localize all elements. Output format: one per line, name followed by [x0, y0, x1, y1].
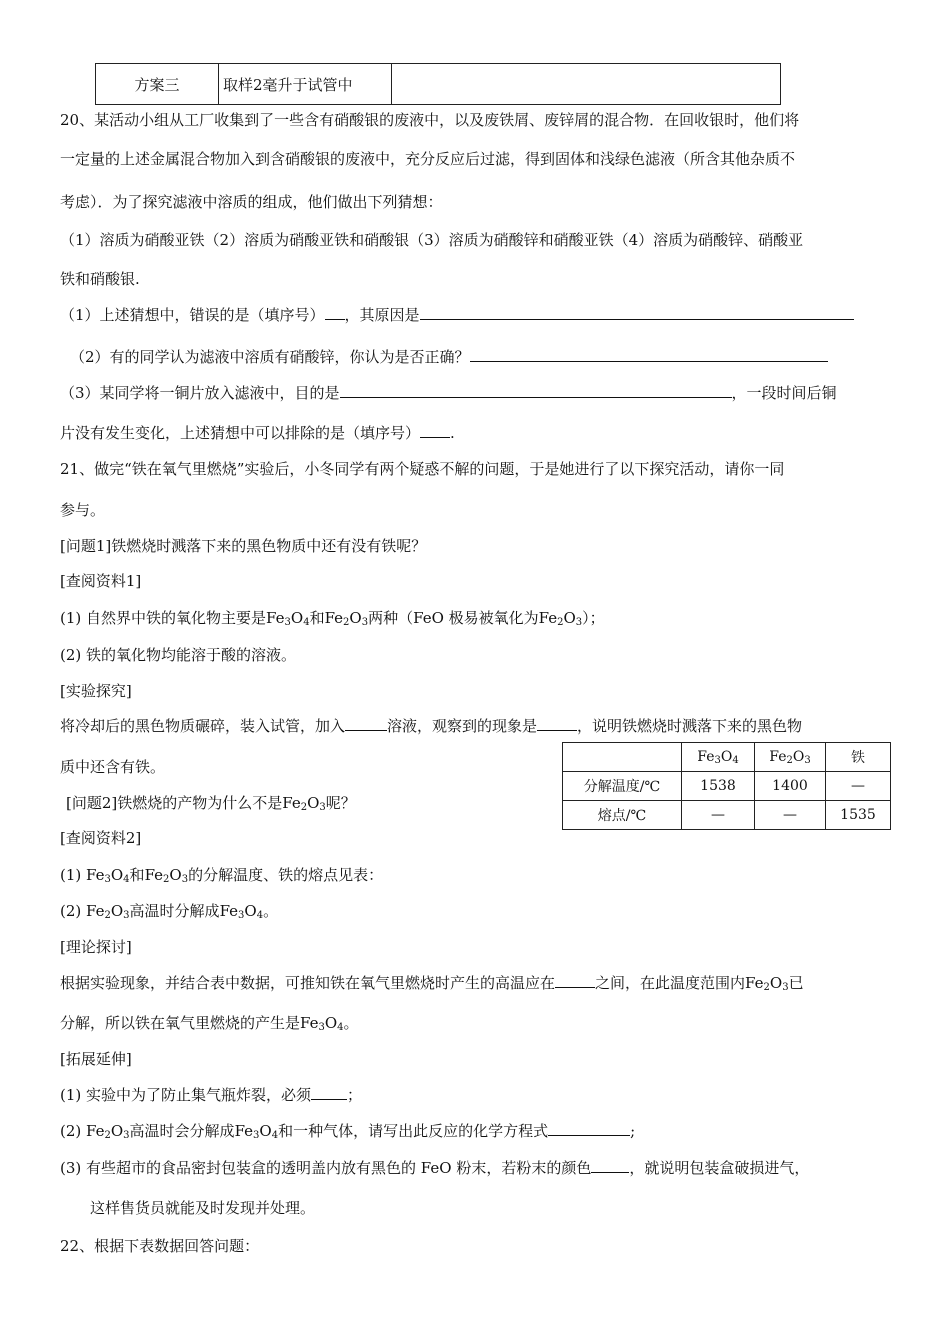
formula-fe2o3: $Fe_2O_3$	[538, 609, 583, 628]
formula-fe2o3: $Fe_2O_3$	[86, 1122, 130, 1141]
text: (2)	[60, 902, 87, 920]
text: 溶液，观察到的现象是	[387, 717, 538, 735]
table-cell: 1538	[682, 772, 755, 801]
answer-blank[interactable]	[548, 1121, 630, 1136]
text: (1) 实验中为了防止集气瓶炸裂，必须	[60, 1086, 312, 1104]
formula-fe3o4: $Fe_3O_4$	[266, 609, 310, 628]
table-cell: 分解温度/℃	[563, 772, 682, 801]
table-cell: 1535	[826, 801, 891, 830]
table-header-cell: $Fe_2O_3$	[755, 743, 826, 772]
oxide-data-table	[562, 742, 891, 830]
text: 呢？	[325, 794, 356, 812]
q20-sub2-text: （2）有的同学认为滤液中溶质有硝酸锌，你认为是否正确？	[70, 348, 470, 366]
answer-blank[interactable]	[325, 305, 345, 320]
formula-fe2o3: $Fe_2O_3$	[282, 794, 326, 813]
text: 之间，在此温度范围内	[595, 974, 746, 992]
answer-blank[interactable]	[340, 383, 732, 398]
table-header-cell: $Fe_3O_4$	[682, 743, 755, 772]
table-row	[563, 801, 891, 830]
text: (3) 有些超市的食品密封包装盒的透明盖内放有黑色的 FeO 粉末，若粉末的颜色	[60, 1159, 592, 1177]
formula-fe3o4: $Fe_3O_4$	[86, 866, 130, 885]
q21-extension: [拓展延伸]	[60, 1050, 132, 1068]
q20-sub1-text: ，其原因是	[344, 306, 420, 324]
table-row	[563, 772, 891, 801]
text: 。	[343, 1014, 359, 1032]
q22-line: 22、根据下表数据回答问题：	[60, 1237, 260, 1255]
text: 高温时会分解成	[129, 1122, 235, 1140]
q20-sub3-text: 片没有发生变化，上述猜想中可以排除的是（填序号）	[60, 424, 421, 442]
top-table	[95, 63, 781, 105]
answer-blank[interactable]	[555, 973, 595, 988]
q21-ref1-b: (2) 铁的氧化物均能溶于酸的溶液。	[60, 646, 297, 664]
q20-line: （1）溶质为硝酸亚铁（2）溶质为硝酸亚铁和硝酸银（3）溶质为硝酸锌和硝酸亚铁（4）溶质为硝酸锌、硝酸亚	[60, 231, 804, 249]
table-cell: —	[755, 801, 826, 830]
text: [问题2]铁燃烧的产物为什么不是	[66, 794, 283, 812]
answer-blank[interactable]	[420, 423, 450, 438]
text: 分解，所以铁在氧气里燃烧的产生是	[60, 1014, 301, 1032]
answer-blank[interactable]	[591, 1158, 629, 1173]
formula-fe3o4: $Fe_3O_4$	[219, 902, 264, 921]
formula-fe2o3: $Fe_2O_3$	[86, 902, 130, 921]
answer-blank[interactable]	[420, 305, 854, 320]
text: (1)	[60, 866, 87, 884]
q21-line: 参与。	[60, 501, 106, 519]
q20-sub3	[60, 383, 837, 403]
text: (1) 自然界中铁的氧化物主要是	[60, 609, 267, 627]
q21-ref1: [查阅资料1]	[60, 572, 142, 590]
table-cell: 1400	[755, 772, 826, 801]
q20-line: 考虑）．为了探究滤液中溶质的组成，他们做出下列猜想：	[60, 193, 443, 211]
q21-experiment: [实验探究]	[60, 682, 132, 700]
formula-fe2o3: $Fe_2O_3$	[144, 866, 189, 885]
q20-sub3-text: ，一段时间后铜	[731, 384, 837, 402]
top-table-cell: 方案三	[96, 64, 219, 105]
text: 的分解温度、铁的熔点见表：	[188, 866, 384, 884]
q21-theory-line	[60, 973, 804, 993]
table-cell: —	[682, 801, 755, 830]
text: 已	[788, 974, 804, 992]
text: 。	[263, 902, 279, 920]
q20-sub2	[70, 347, 828, 367]
text: 和	[309, 609, 325, 627]
q21-ref2-b	[60, 901, 278, 921]
q21-line: 21、做完“铁在氧气里燃烧”实验后，小冬同学有两个疑惑不解的问题，于是她进行了以下探究活动，请你一同	[60, 460, 785, 478]
text: 和一种气体，请写出此反应的化学方程式	[278, 1122, 549, 1140]
text: ；	[347, 1086, 363, 1104]
formula-fe2o3: $Fe_2O_3$	[324, 609, 369, 628]
q21-ext-3-cont: 这样售货员就能及时发现并处理。	[90, 1199, 316, 1217]
text: (2)	[60, 1122, 87, 1140]
q21-ext-1	[60, 1085, 362, 1105]
formula-fe3o4: $Fe_3O_4$	[234, 1122, 279, 1141]
answer-blank[interactable]	[311, 1085, 347, 1100]
table-cell: 熔点/℃	[563, 801, 682, 830]
q20-sub3-text: （3）某同学将一铜片放入滤液中，目的是	[60, 384, 340, 402]
q21-theory-line2	[60, 1013, 359, 1033]
q21-ext-3	[60, 1158, 809, 1178]
answer-blank[interactable]	[537, 716, 577, 731]
q20-line: 一定量的上述金属混合物加入到含硝酸银的废液中，充分反应后过滤，得到固体和浅绿色滤液（所含其他杂质不	[60, 150, 796, 168]
text: ;	[630, 1122, 636, 1140]
q20-sub1	[60, 305, 854, 325]
answer-blank[interactable]	[470, 347, 828, 362]
text: ）；	[582, 609, 605, 627]
top-table-cell: 取样2毫升于试管中	[219, 64, 392, 105]
q21-exp-line2: 质中还含有铁。	[60, 758, 166, 776]
table-header-cell: 铁	[826, 743, 891, 772]
text: 将冷却后的黑色物质碾碎，装入试管，加入	[60, 717, 346, 735]
q20-line: 铁和硝酸银.	[60, 270, 140, 288]
table-header-cell	[563, 743, 682, 772]
q21-exp-line	[60, 716, 802, 736]
q21-ext-2	[60, 1121, 635, 1141]
text: ，说明铁燃烧时溅落下来的黑色物	[577, 717, 803, 735]
q20-sub1-text: （1）上述猜想中，错误的是（填序号）	[60, 306, 325, 324]
q21-problem1: [问题1]铁燃烧时溅落下来的黑色物质中还有没有铁呢？	[60, 537, 427, 555]
text: 根据实验现象，并结合表中数据，可推知铁在氧气里燃烧时产生的高温应在	[60, 974, 556, 992]
q20-line: 20、某活动小组从工厂收集到了一些含有硝酸银的废液中，以及废铁屑、废锌屑的混合物．在回收银时，他们将	[60, 111, 800, 129]
answer-blank[interactable]	[345, 716, 387, 731]
q21-ref1-a	[60, 608, 605, 628]
text: 两种（FeO 极易被氧化为	[368, 609, 539, 627]
q20-sub3-text: .	[450, 424, 455, 442]
q21-problem2	[66, 793, 356, 813]
q21-ref2: [查阅资料2]	[60, 829, 142, 847]
table-cell: —	[826, 772, 891, 801]
q20-sub3-cont	[60, 423, 455, 443]
q21-theory: [理论探讨]	[60, 938, 132, 956]
q21-ref2-a	[60, 865, 383, 885]
text: ，就说明包装盒破损进气，	[629, 1159, 810, 1177]
text: 高温时分解成	[129, 902, 220, 920]
top-table-cell	[392, 64, 781, 105]
text: 和	[129, 866, 145, 884]
formula-fe3o4: $Fe_3O_4$	[300, 1014, 344, 1033]
formula-fe2o3: $Fe_2O_3$	[745, 974, 789, 993]
